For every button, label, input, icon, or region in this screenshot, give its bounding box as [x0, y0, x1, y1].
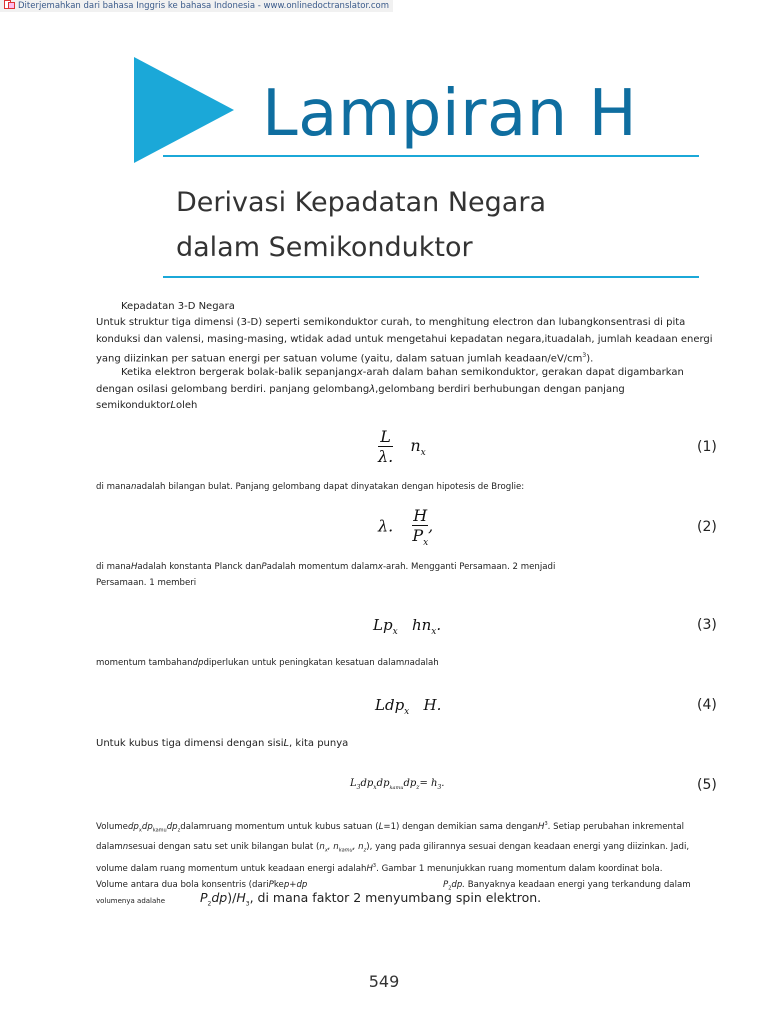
equation-number-2: (2)	[697, 519, 717, 535]
subtitle-line-1: Derivasi Kepadatan Negara	[176, 187, 546, 218]
equation-4: Ldp$_x$ H.	[375, 696, 442, 717]
paragraph-1: Untuk struktur tiga dimensi (3-D) seperti semikonduktor curah, to menghitung electron dan lubangkonsentrasi di pita konduksi dan valensi, masing-masing, wtidak adad untuk mengetahui kepadatan negara,ituadalah, jumlah keadaan energi yang diizinkan per satuan energi per satuan volume (yaitu, dalam satuan jumlah keadaan/$eV/cm^3$).	[96, 317, 713, 365]
equation-3: $Lp_x$ $hn_x$.	[373, 616, 442, 637]
equation-number-3: (3)	[697, 617, 717, 633]
translator-banner[interactable]	[0, 0, 393, 12]
final-line-4: Volume antara dua bola konsentris (dariPkep+dp $P_2dp$. Banyaknya keadaan energi yang terkandung dalam	[96, 880, 691, 892]
title-divider	[163, 155, 699, 157]
subtitle-line-2: dalam Semikonduktor	[176, 232, 473, 263]
page-number: 549	[368, 972, 400, 991]
equation-2: λ. $\frac{H}{P_x}$ ,	[378, 506, 434, 549]
equation-number-4: (4)	[697, 697, 717, 713]
equation-5: $L_3dp_xdp_{kamu}dp_z= h_3$.	[350, 778, 445, 791]
chapter-subtitle	[176, 180, 546, 270]
document-translate-icon	[4, 0, 15, 9]
chapter-title: Lampiran H	[262, 77, 638, 151]
text-after-eq3: momentum tambahandpdiperlukan untuk peningkatan kesatuan dalamnadalah	[96, 658, 439, 668]
banner-text: Diterjemahkan dari bahasa Inggris ke bahasa Indonesia - www.onlinedoctranslator.com	[18, 1, 390, 11]
subtitle-divider	[163, 276, 699, 278]
final-line-2: dalamnsesuai dengan satu set unik bilangan bulat ($n_x$, $n_{kamu}$, $n_z$), yang pada gilirannya sesuai dengan keadaan energi yang diizinkan. Jadi,	[96, 841, 690, 854]
equation-number-5: (5)	[697, 777, 717, 793]
final-line-3: volume dalam ruang momentum untuk keadaan energi adalahH$^3$. Gambar 1 menunjukkan ruang momentum dalam koordinat bola.	[96, 863, 663, 875]
equation-1: $\frac{L}{\lambda.}$ $n_x$	[378, 427, 426, 466]
final-paragraph	[96, 816, 711, 911]
text-after-eq1: di mananadalah bilangan bulat. Panjang gelombang dapat dinyatakan dengan hipotesis de Broglie:	[96, 482, 525, 492]
final-line-5: volumenya adalahe $P_2dp)/H_3$, di mana faktor 2 menyumbang spin elektron.	[96, 890, 542, 908]
equation-number-1: (1)	[697, 439, 717, 455]
paragraph-2: Ketika elektron bergerak bolak-balik sepanjangx-arah dalam bahan semikonduktor, gerakan dapat digambarkan dengan osilasi gelombang berdiri. panjang gelombangλ,gelombang berdiri berhubungan dengan panjang semikonduktorLoleh	[96, 367, 684, 411]
final-line-1: $Volumedp_xdp_{kamu}dp_zdalamruang$ momentum untuk kubus satuan (L=1) dengan demikian sama denganH$^3$. Setiap perubahan inkremental	[96, 821, 684, 834]
play-triangle-icon	[134, 57, 234, 163]
text-after-eq4: Untuk kubus tiga dimensi dengan sisiL, kita punya	[96, 738, 349, 749]
section-heading: Kepadatan 3-D Negara	[121, 301, 235, 312]
text-after-eq2: di manaHadalah konstanta Planck danPadalah momentum dalamx-arah. Mengganti Persamaan. 2 menjadi Persamaan. 1 memberi	[96, 562, 556, 588]
